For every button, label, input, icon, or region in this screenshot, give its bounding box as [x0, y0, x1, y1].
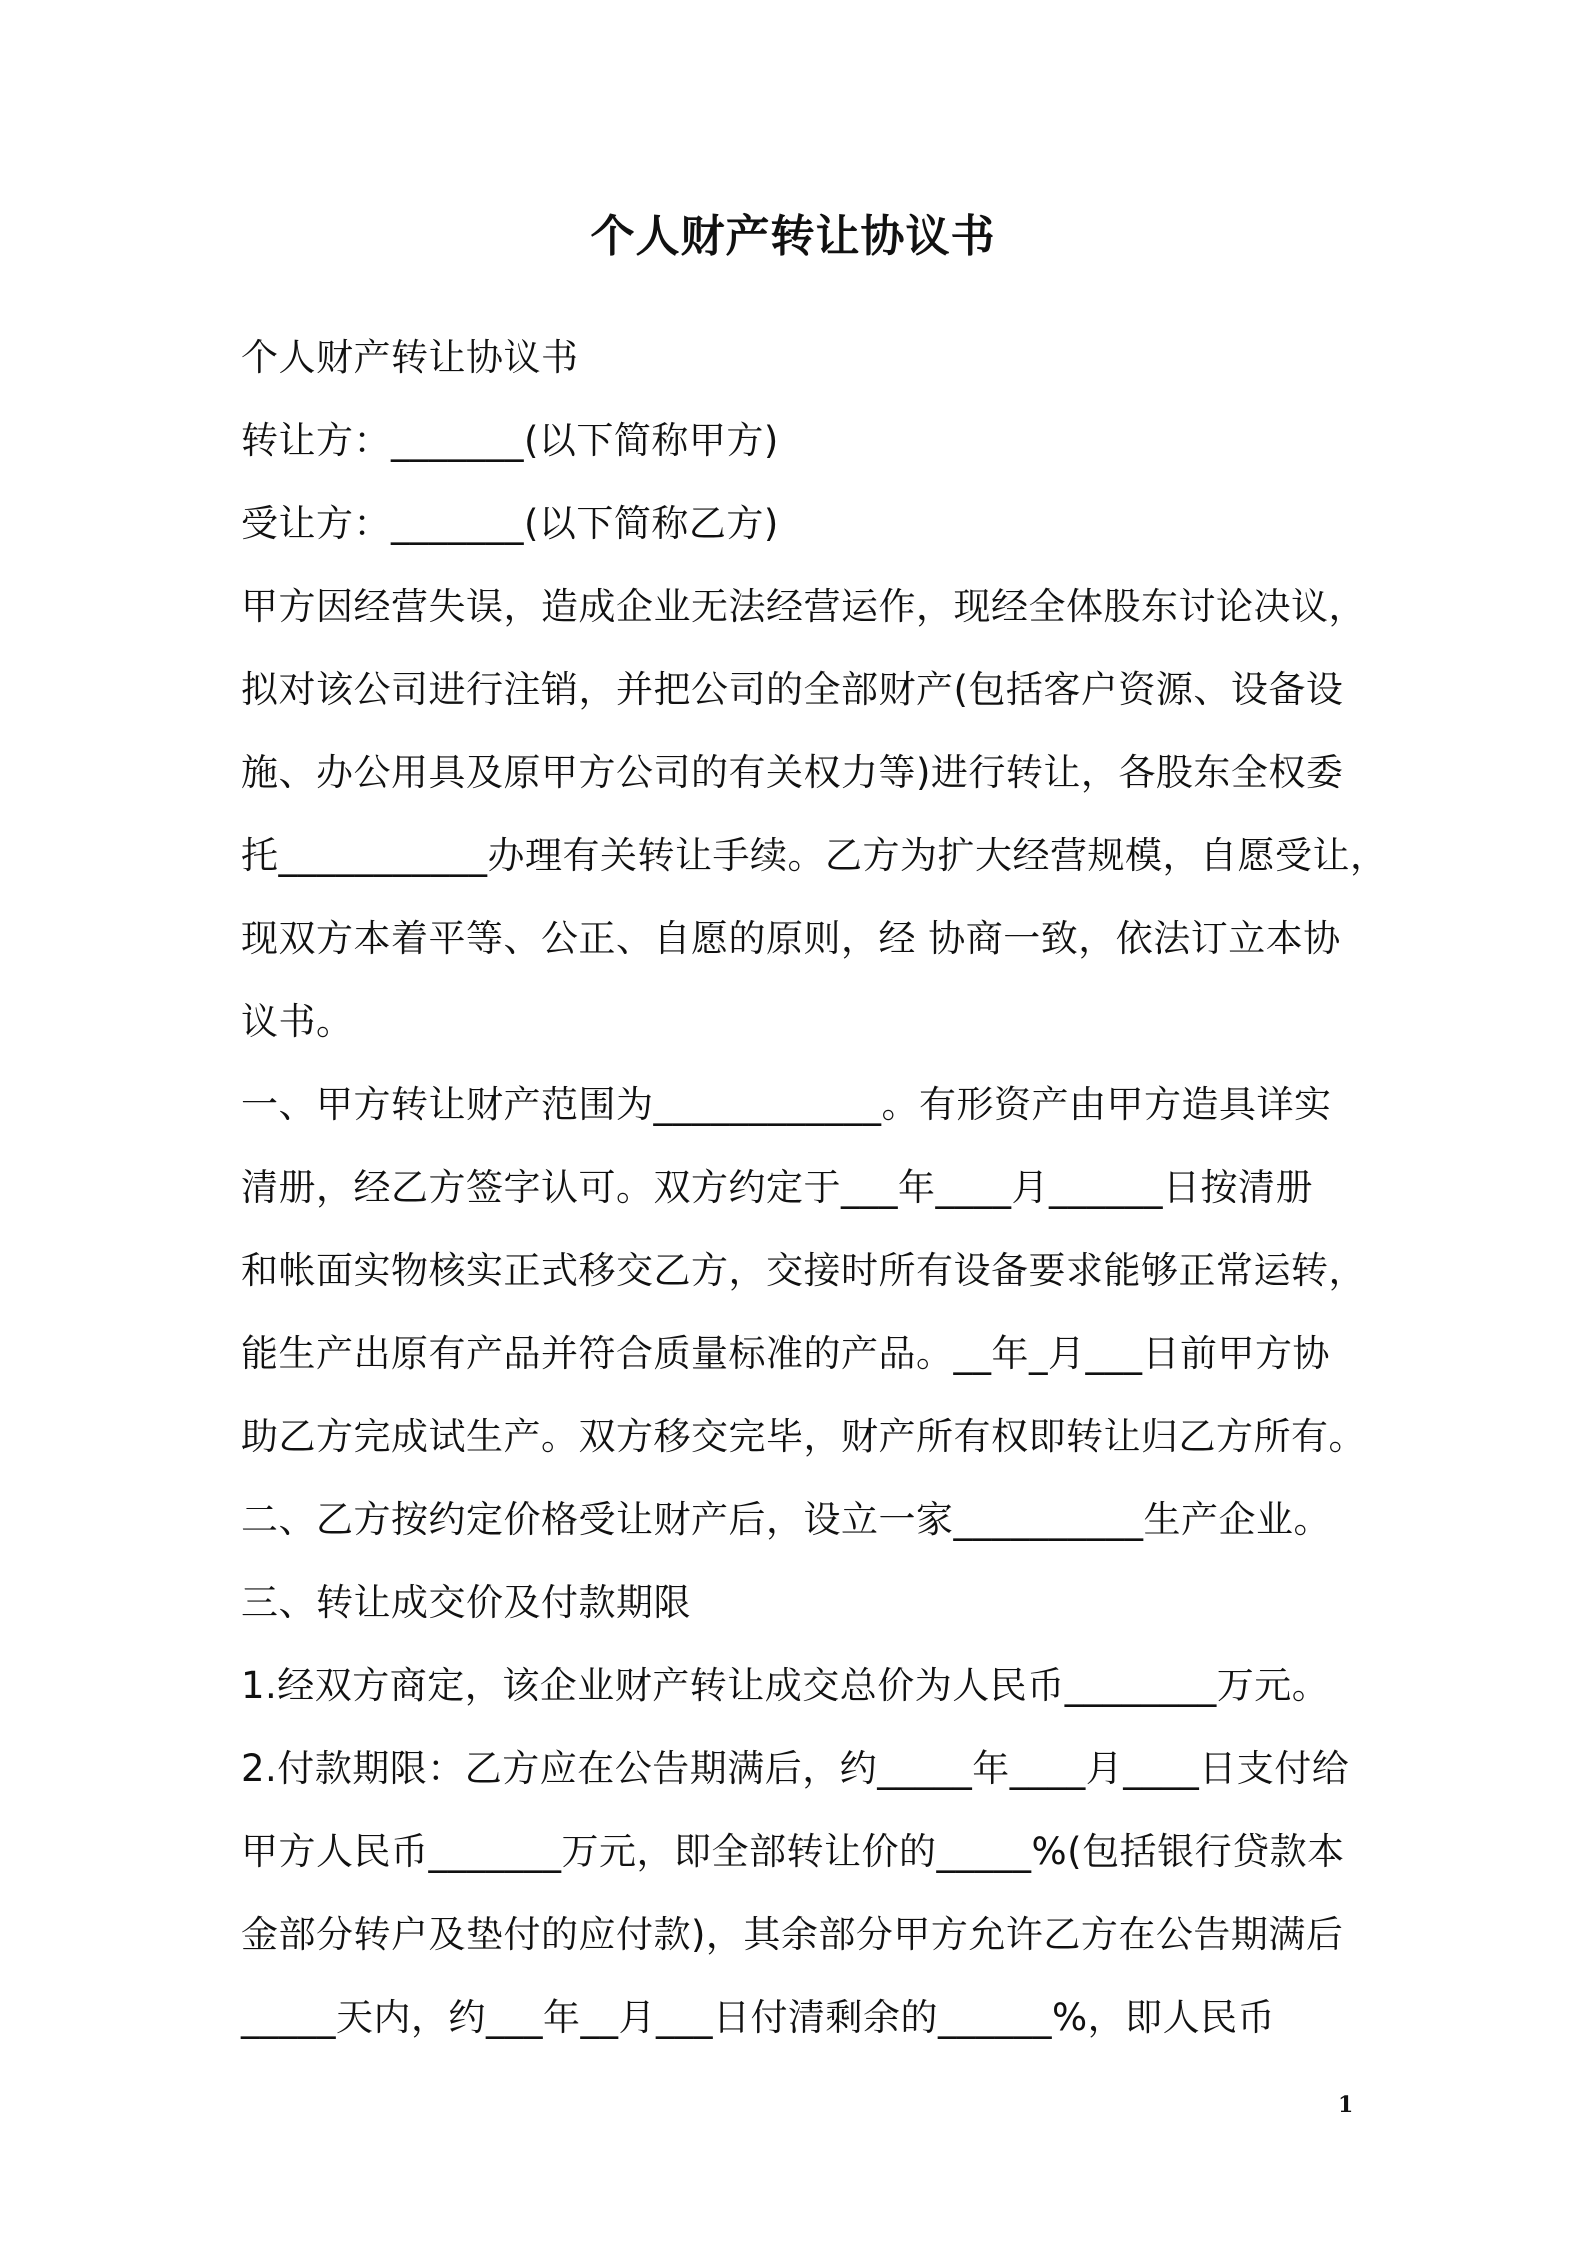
document-title: 个人财产转让协议书	[590, 211, 996, 262]
body-line: 拟对该公司进行注销，并把公司的全部财产(包括客户资源、设备设	[241, 668, 1344, 711]
body-line: 托___________办理有关转让手续。乙方为扩大经营规模，自愿受让，	[241, 834, 1388, 877]
body-line: 清册，经乙方签字认可。双方约定于___年____月______日按清册	[241, 1166, 1313, 1209]
body-line: 现双方本着平等、公正、自愿的原则，经 协商一致，依法订立本协	[241, 917, 1341, 960]
body-line: 议书。	[241, 1000, 354, 1043]
body-line-subtitle: 个人财产转让协议书	[241, 336, 579, 379]
body-line-item-2: 2.付款期限：乙方应在公告期满后，约_____年____月____日支付给	[241, 1747, 1350, 1790]
body-line: 金部分转户及垫付的应付款)，其余部分甲方允许乙方在公告期满后	[241, 1913, 1344, 1956]
body-line-transferee: 受让方：_______(以下简称乙方)	[241, 502, 779, 545]
body-line: 甲方人民币_______万元，即全部转让价的_____%(包括银行贷款本	[241, 1830, 1345, 1873]
body-line: _____天内，约___年__月___日付清剩余的______%，即人民币	[241, 1996, 1276, 2039]
body-line-clause-2: 二、乙方按约定价格受让财产后，设立一家__________生产企业。	[241, 1498, 1331, 1541]
body-line-clause-1: 一、甲方转让财产范围为____________。有形资产由甲方造具详实	[241, 1083, 1332, 1126]
body-line-item-1: 1.经双方商定，该企业财产转让成交总价为人民币________万元。	[241, 1664, 1330, 1707]
body-line: 助乙方完成试生产。双方移交完毕，财产所有权即转让归乙方所有。	[241, 1415, 1366, 1458]
body-line-transferor: 转让方：_______(以下简称甲方)	[241, 419, 779, 462]
document-body	[241, 333, 1391, 2076]
body-line: 能生产出原有产品并符合质量标准的产品。__年_月___日前甲方协	[241, 1332, 1330, 1375]
body-line-clause-3-heading: 三、转让成交价及付款期限	[241, 1581, 691, 1624]
page-number: 1	[1338, 2092, 1354, 2118]
body-line: 施、办公用具及原甲方公司的有关权力等)进行转让，各股东全权委	[241, 751, 1344, 794]
body-line: 甲方因经营失误，造成企业无法经营运作，现经全体股东讨论决议，	[241, 585, 1366, 628]
body-line: 和帐面实物核实正式移交乙方，交接时所有设备要求能够正常运转，	[241, 1249, 1366, 1292]
